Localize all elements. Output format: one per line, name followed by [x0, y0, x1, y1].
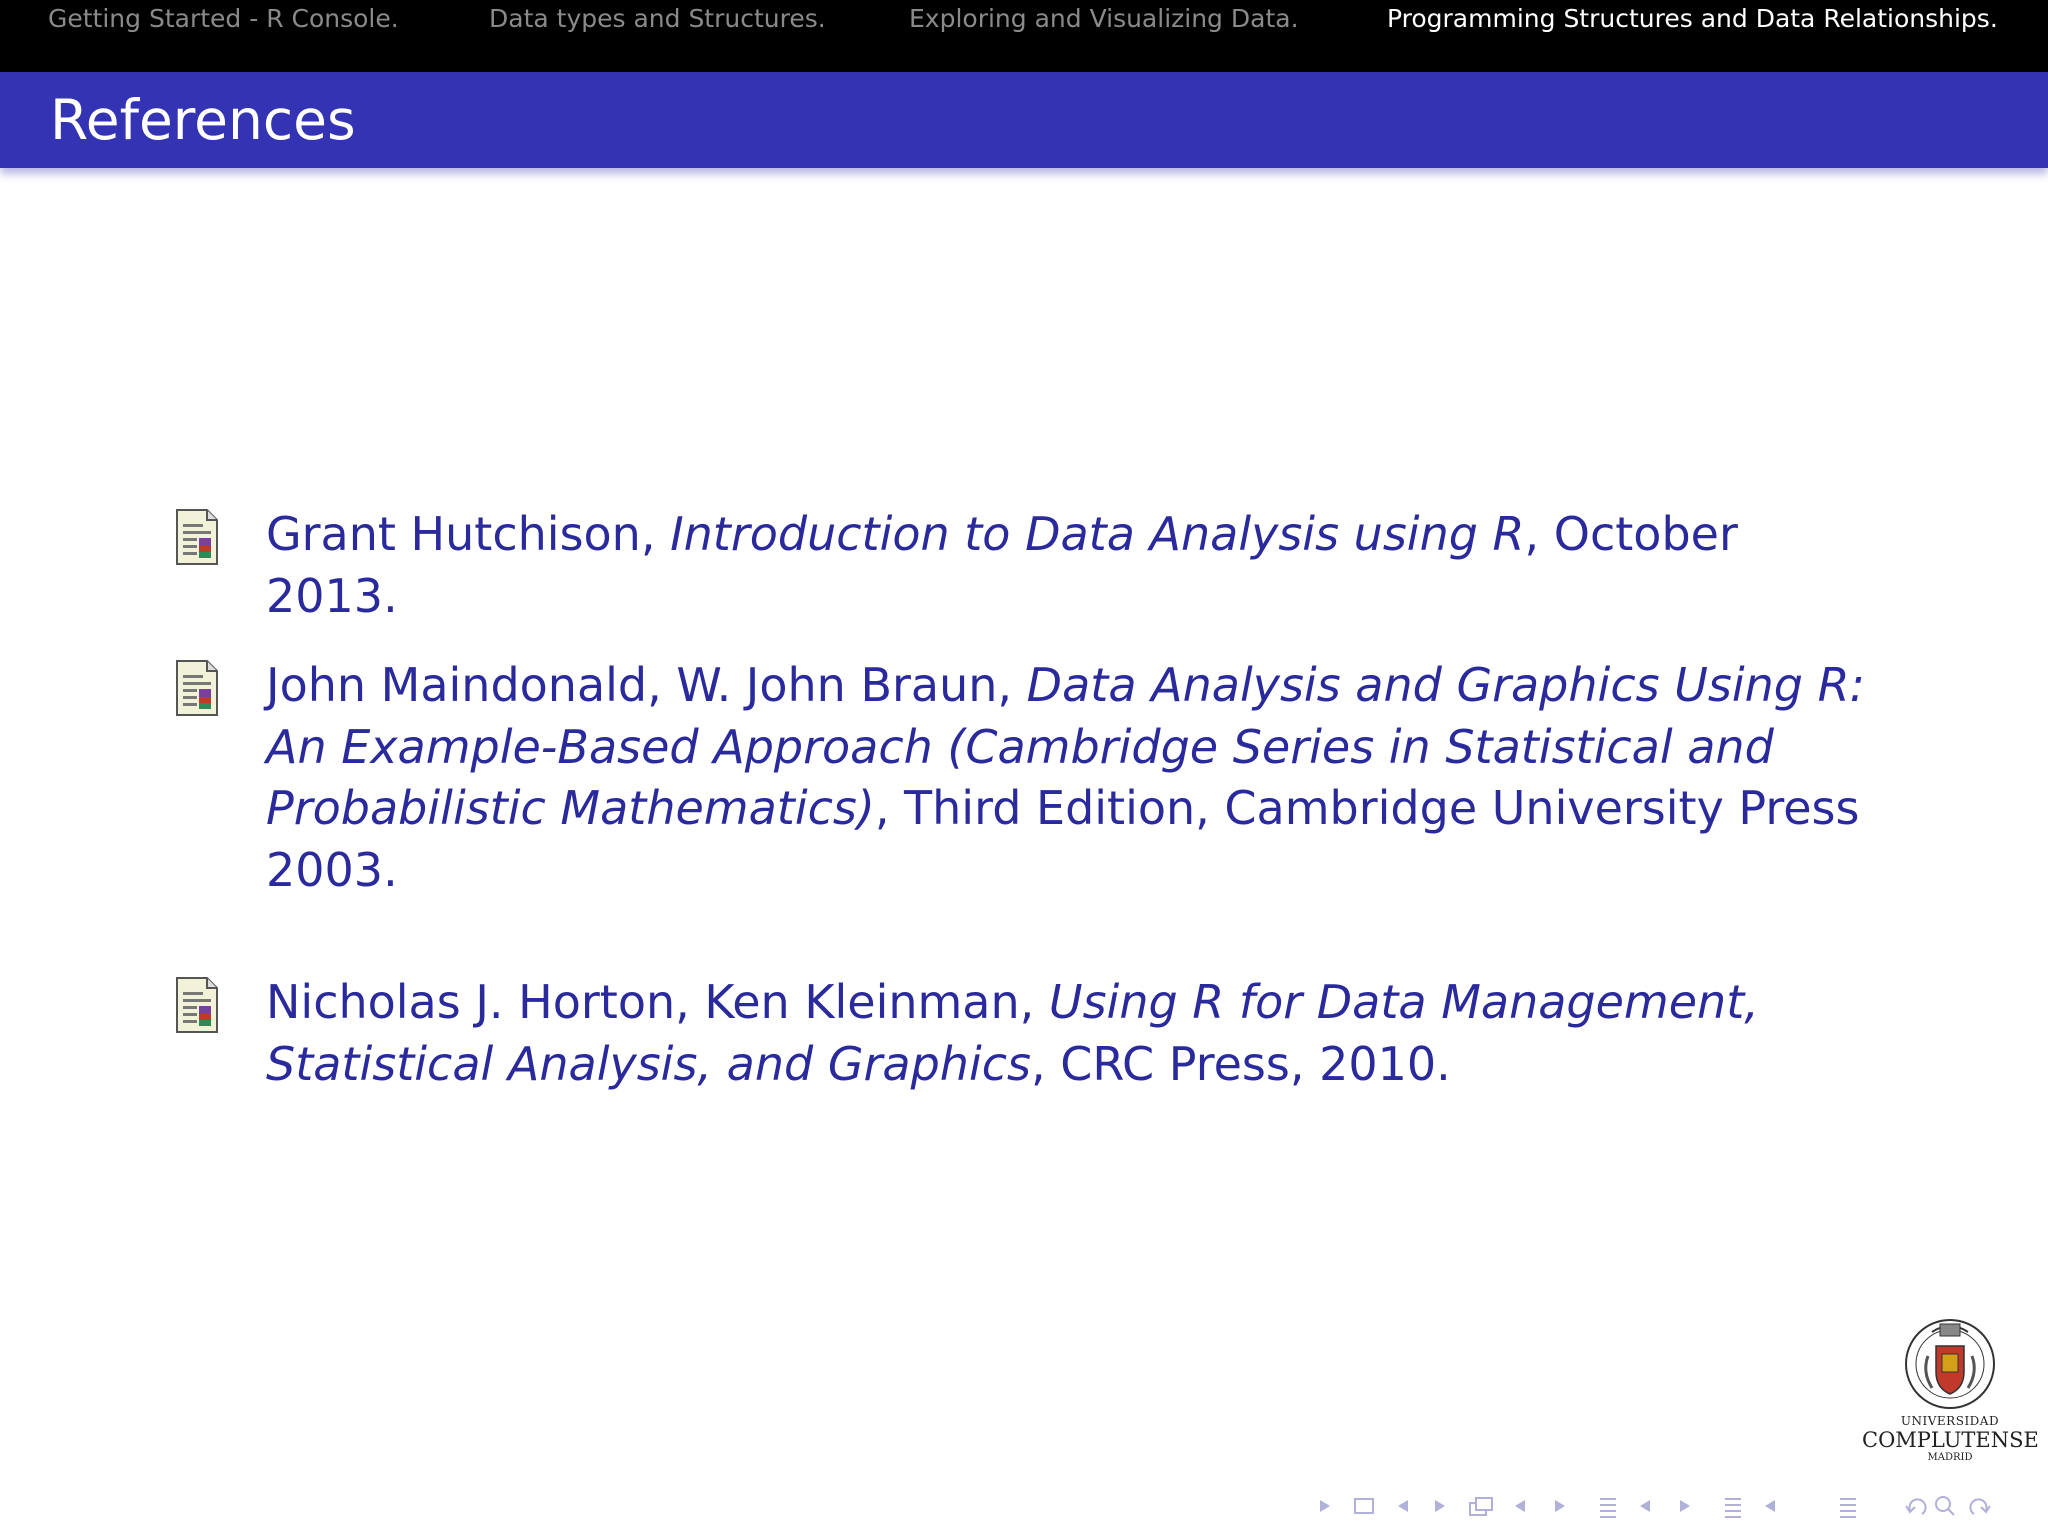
reference-details: , CRC Press, 2010.	[1030, 1036, 1451, 1091]
university-seal-icon	[1902, 1316, 1998, 1412]
logo-line-complutense: COMPLUTENSE	[1862, 1428, 2039, 1452]
nav-section-getting-started[interactable]: Getting Started - R Console.	[48, 4, 399, 33]
reference-text	[266, 972, 1866, 1095]
reference-authors: John Maindonald, W. John Braun,	[266, 658, 1027, 712]
book-icon	[175, 659, 219, 717]
nav-section-exploring-data[interactable]: Exploring and Visualizing Data.	[909, 4, 1299, 33]
reference-authors: Grant Hutchison,	[266, 507, 671, 561]
slide-frame-icon[interactable]	[1355, 1499, 1373, 1513]
reference-details: , October 2013.	[266, 507, 1738, 623]
next-subsection-icon[interactable]	[1515, 1500, 1525, 1512]
beamer-navigation-controls	[1310, 1490, 2010, 1522]
prev-subsection-icon[interactable]	[1435, 1500, 1445, 1512]
frame-title-bar	[0, 72, 2048, 168]
part-icon[interactable]	[1725, 1499, 1741, 1517]
back-icon[interactable]	[1906, 1499, 1926, 1514]
book-icon	[175, 976, 219, 1034]
next-part-icon[interactable]	[1765, 1500, 1775, 1512]
page-title: References	[50, 88, 356, 152]
next-section-icon[interactable]	[1640, 1500, 1650, 1512]
reference-details: , Third Edition, Cambridge University Press 2003.	[266, 781, 1860, 897]
subsection-frames-icon[interactable]	[1470, 1498, 1492, 1515]
logo-line-universidad: UNIVERSIDAD	[1900, 1414, 2000, 1428]
book-icon	[175, 508, 219, 566]
prev-part-icon[interactable]	[1680, 1500, 1690, 1512]
prev-slide-icon[interactable]	[1320, 1500, 1330, 1512]
logo-line-madrid: MADRID	[1927, 1452, 1973, 1463]
document-icon[interactable]	[1840, 1499, 1856, 1517]
forward-icon[interactable]	[1970, 1499, 1990, 1514]
reference-authors: Nicholas J. Horton, Ken Kleinman,	[266, 975, 1049, 1029]
reference-title: Introduction to Data Analysis using R	[670, 507, 1525, 561]
reference-text	[266, 655, 1866, 901]
reference-title: Data Analysis and Graphics Using R: An Example-Based Approach (Cambridge Series in Statistical and Probabilistic Mathematics)	[266, 658, 1866, 835]
section-navigation-bar	[0, 0, 2048, 72]
university-logo	[1862, 1316, 2038, 1476]
section-icon[interactable]	[1600, 1499, 1616, 1517]
reference-title: Using R for Data Management, Statistical Analysis, and Graphics	[266, 975, 1759, 1091]
prev-section-icon[interactable]	[1555, 1500, 1565, 1512]
reference-text	[266, 504, 1866, 627]
search-icon[interactable]	[1936, 1497, 1954, 1515]
nav-section-data-types[interactable]: Data types and Structures.	[489, 4, 826, 33]
nav-section-programming-structures[interactable]: Programming Structures and Data Relationships.	[1387, 4, 1998, 33]
next-slide-icon[interactable]	[1398, 1500, 1408, 1512]
